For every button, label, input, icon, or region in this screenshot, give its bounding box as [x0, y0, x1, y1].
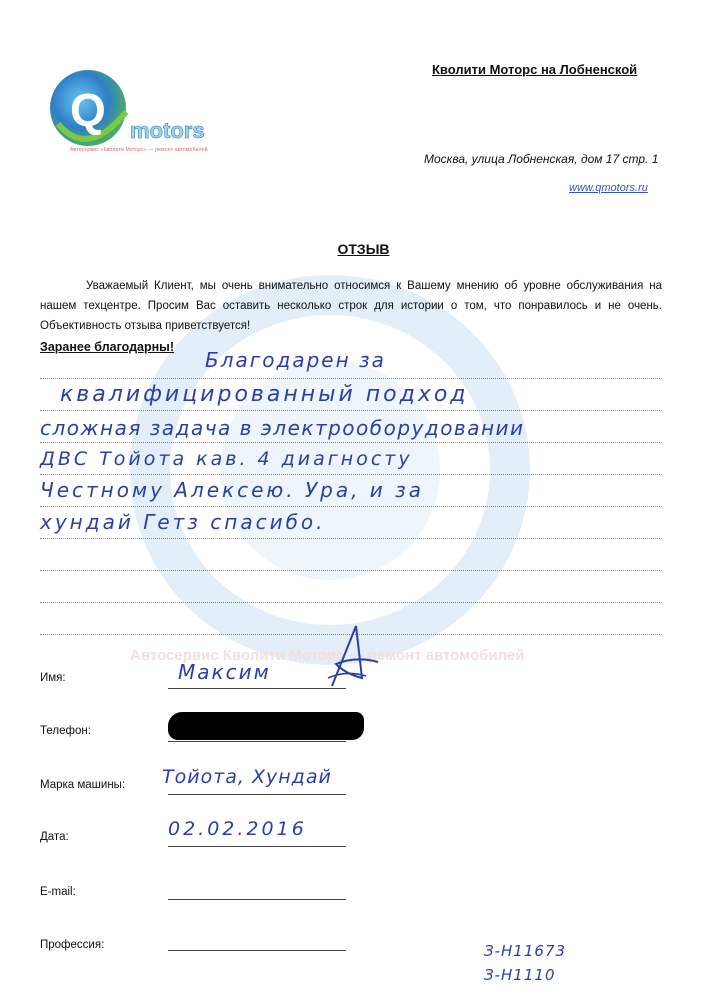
date-field-line — [168, 846, 346, 847]
review-line: квалифицированный подход — [60, 382, 469, 407]
email-field-line — [168, 899, 346, 900]
car-field-line — [168, 794, 346, 795]
review-rule — [40, 474, 660, 475]
company-name: Кволити Моторс на Лобненской — [432, 62, 638, 77]
thanks-note: Заранее благодарны! — [40, 340, 175, 354]
car-value: Тойота, Хундай — [162, 766, 332, 788]
phone-redaction — [168, 712, 364, 740]
order-number: З-Н1110 — [484, 966, 556, 984]
review-rule — [40, 442, 660, 443]
review-rule — [40, 506, 660, 507]
review-line: хундай Гетз спасибо. — [40, 510, 326, 534]
company-address: Москва, улица Лобненская, дом 17 стр. 1 — [424, 152, 659, 166]
profession-label: Профессия: — [40, 939, 105, 951]
review-line: ДВС Тойота кав. 4 диагносту — [40, 448, 413, 470]
review-line: сложная задача в электрооборудовании — [40, 416, 525, 440]
review-line: Честному Алексею. Ура, и за — [40, 478, 425, 502]
svg-text:Q: Q — [70, 84, 106, 136]
phone-field-line — [168, 741, 346, 742]
name-label: Имя: — [40, 672, 66, 684]
handwritten-signature — [326, 620, 386, 690]
company-website-link[interactable]: www.qmotors.ru — [569, 182, 648, 194]
form-heading: ОТЗЫВ — [337, 241, 390, 257]
intro-text: Уважаемый Клиент, мы очень внимательно относимся к Вашему мнению об уровне обслуживания на нашем техцентре. Просим Вас оставить несколько строк для истории о том, что понравилось и не очень. Объективность отзыва приветствуется! — [40, 280, 662, 332]
svg-text:motors: motors — [130, 118, 205, 143]
review-rule — [40, 570, 660, 571]
svg-text:Автосервис Кволити Моторс — ре: Автосервис Кволити Моторс — ремонт автомобилей — [130, 647, 525, 664]
phone-label: Телефон: — [40, 725, 91, 737]
name-field-line — [168, 688, 346, 689]
car-label: Марка машины: — [40, 779, 126, 791]
profession-field-line — [168, 950, 346, 951]
review-rule — [40, 602, 660, 603]
email-label: E-mail: — [40, 886, 76, 898]
review-line: Благодарен за — [205, 348, 386, 372]
order-number: З-Н11673 — [484, 942, 567, 960]
date-value: 02.02.2016 — [168, 818, 307, 840]
name-value: Максим — [178, 660, 271, 684]
review-rule — [40, 410, 660, 411]
date-label: Дата: — [40, 831, 69, 843]
review-rule — [40, 538, 660, 539]
review-rule — [40, 378, 660, 379]
logo-tagline: Автосервис «Кволити Моторс» — ремонт автомобилей — [70, 147, 208, 153]
